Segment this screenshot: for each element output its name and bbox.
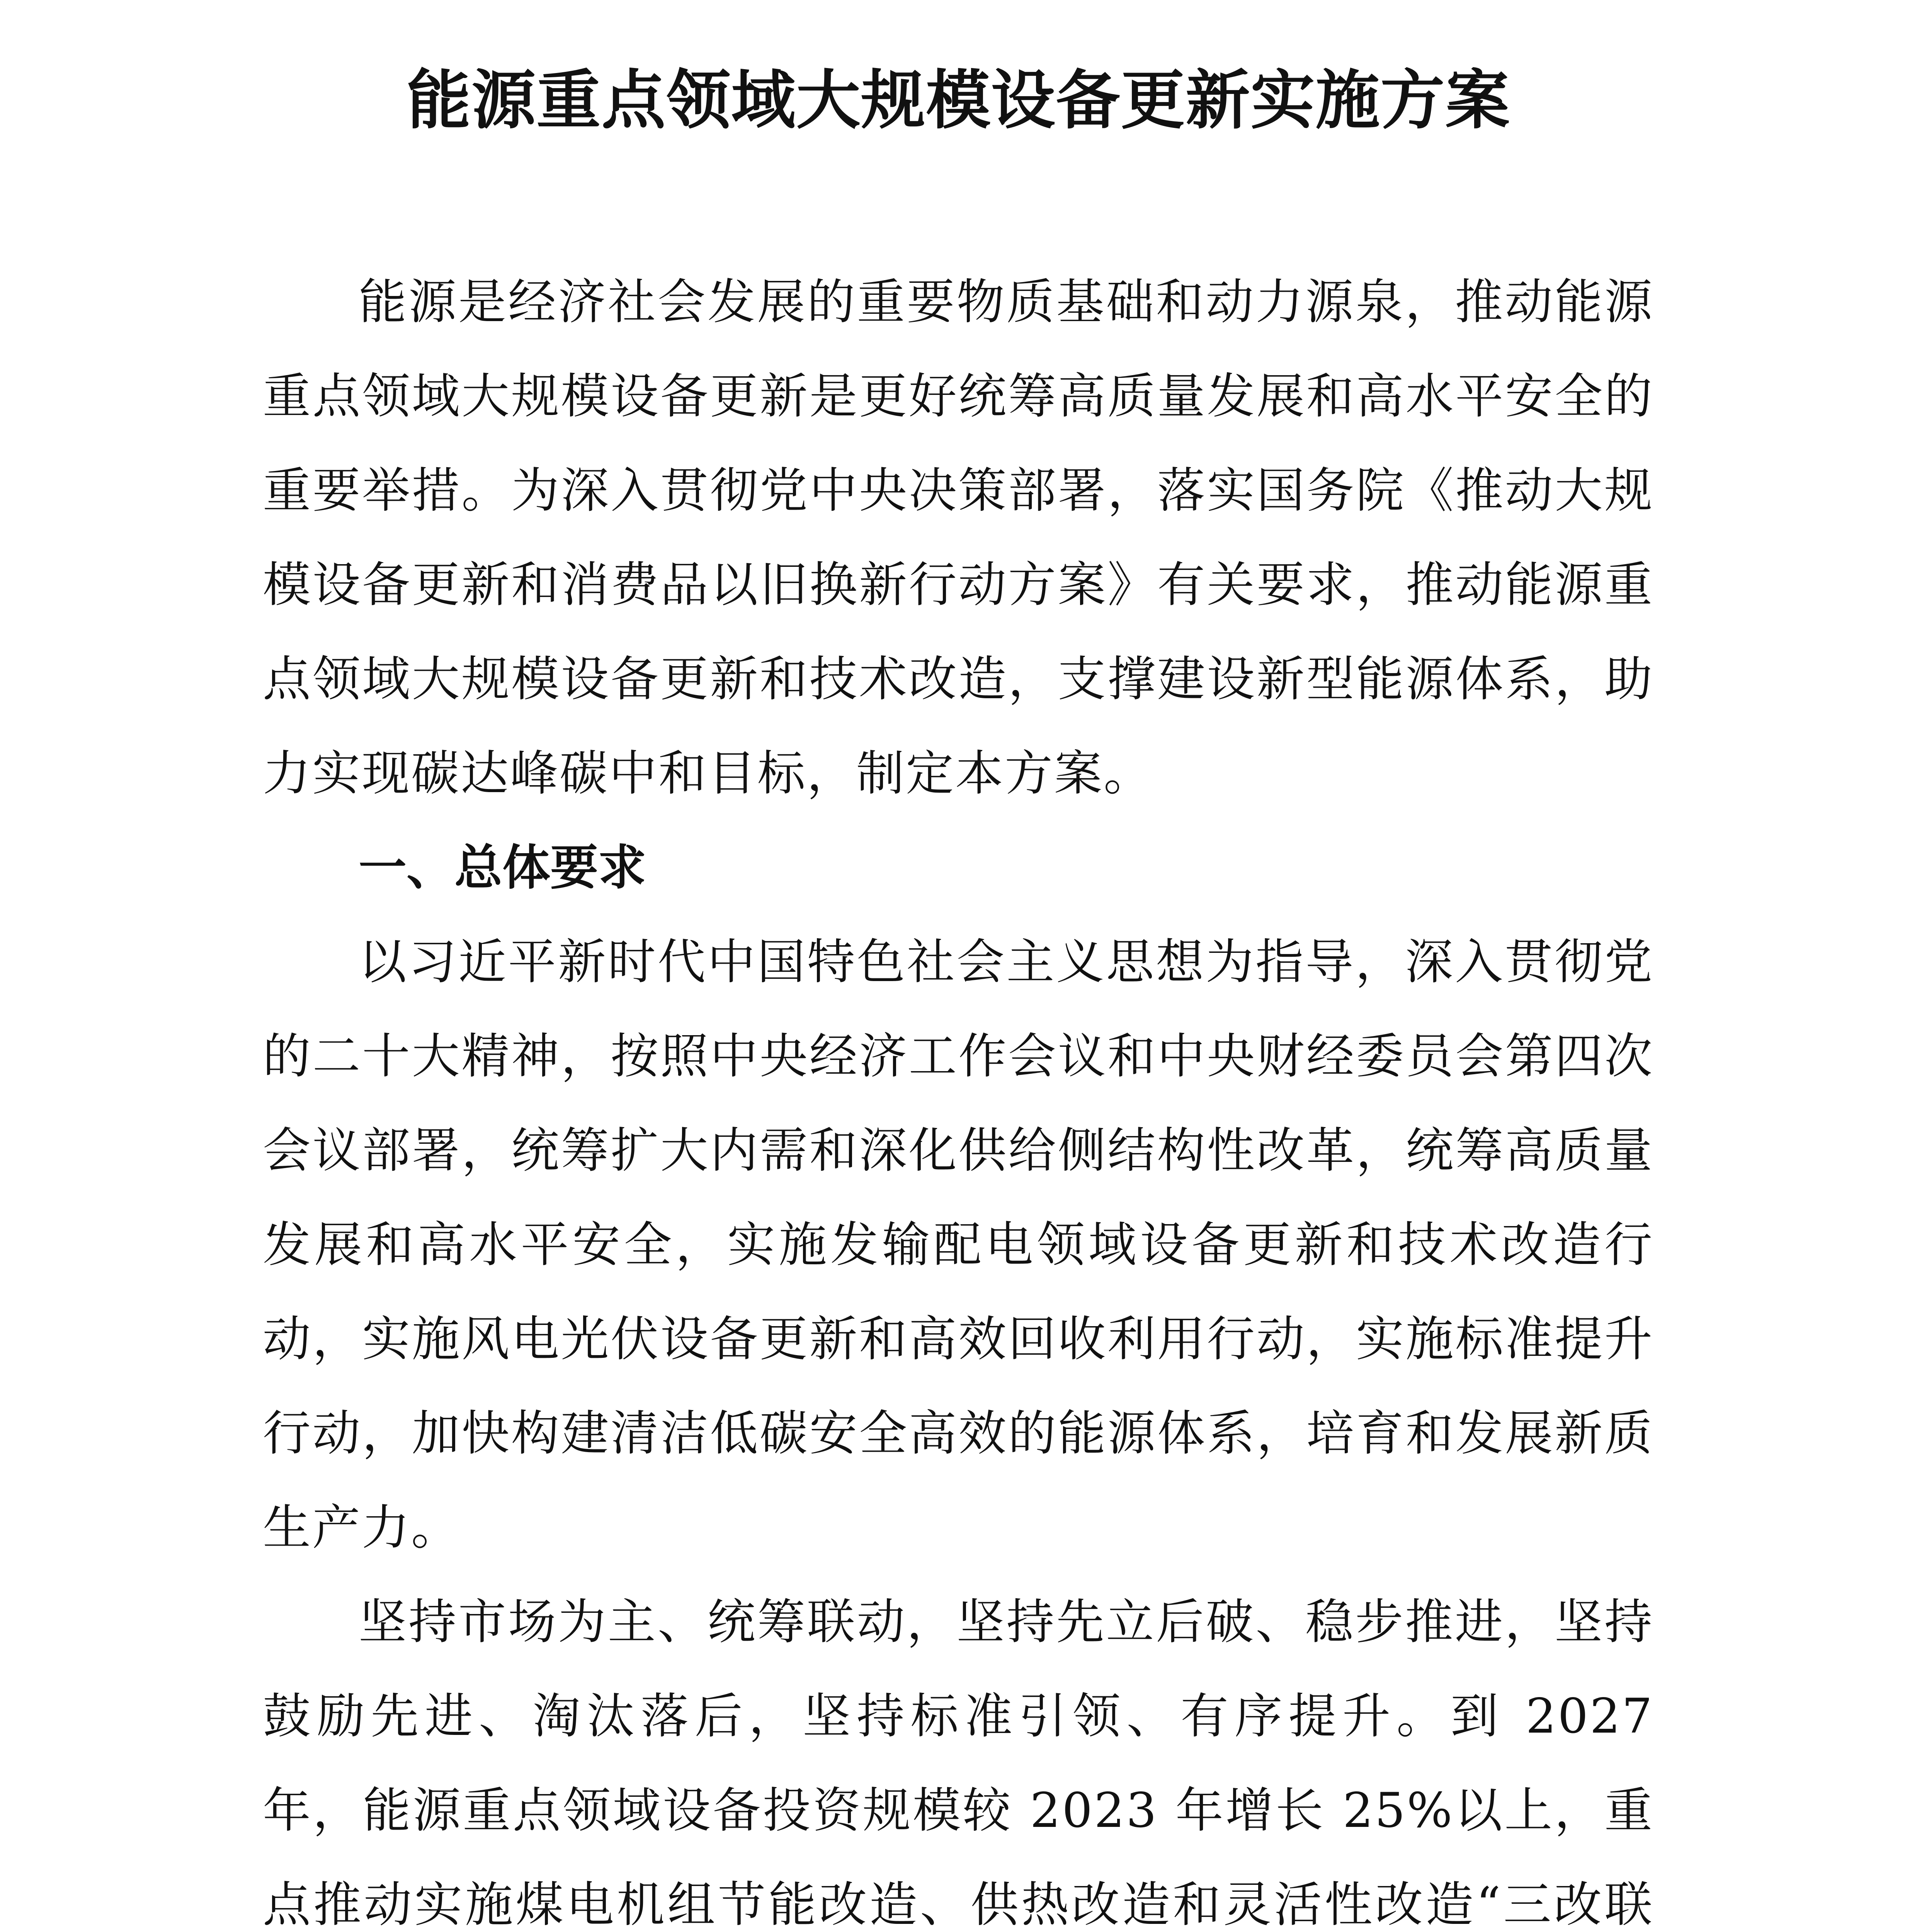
document-body — [263, 255, 1654, 1932]
guiding-ideology-paragraph: 以习近平新时代中国特色社会主义思想为指导，深入贯彻党的二十大精神，按照中央经济工作会议和中央财经委员会第四次会议部署，统筹扩大内需和深化供给侧结构性改革，统筹高质量发展和高水平安全，实施发输配电领域设备更新和技术改造行动，实施风电光伏设备更新和高效回收利用行动，实施标准提升行动，加快构建清洁低碳安全高效的能源体系，培育和发展新质生产力。 — [263, 934, 1654, 1556]
intro-paragraph: 能源是经济社会发展的重要物质基础和动力源泉，推动能源重点领域大规模设备更新是更好统筹高质量发展和高水平安全的重要举措。为深入贯彻党中央决策部署，落实国务院《推动大规模设备更新和消费品以旧换新行动方案》有关要求，推动能源重点领域大规模设备更新和技术改造，支撑建设新型能源体系，助力实现碳达峰碳中和目标，制定本方案。 — [263, 274, 1654, 801]
section-heading-general-requirements: 一、总体要求 — [359, 840, 646, 896]
document-title: 能源重点领域大规模设备更新实施方案 — [407, 63, 1510, 138]
principles-targets-paragraph: 坚持市场为主、统筹联动，坚持先立后破、稳步推进，坚持鼓励先进、淘汰落后，坚持标准引领、有序提升。到 2027 年，能源重点领域设备投资规模较 2023 年增长 25%以上，重点推动实施煤电机组节能改造、供热改造和灵活性改造“三改联 — [263, 1594, 1654, 1932]
